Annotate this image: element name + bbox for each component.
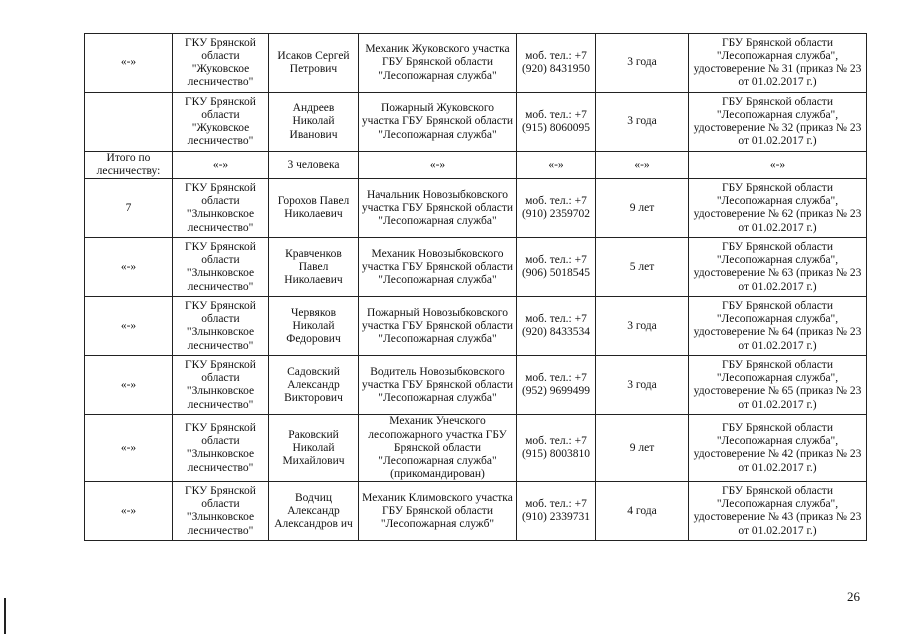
certificate-cell: «-» [689,152,867,179]
experience-cell: 9 лет [596,415,689,482]
phone-cell: моб. тел.: +7 (952) 9699499 [517,356,596,415]
position-cell: Водитель Новозыбковского участка ГБУ Брянской области "Лесопожарная служба" [359,356,517,415]
position-cell: Механик Новозыбковского участка ГБУ Брянской области "Лесопожарная служба" [359,238,517,297]
experience-cell: «-» [596,152,689,179]
table-row [85,356,867,415]
position-cell: Начальник Новозыбковского участка ГБУ Брянской области "Лесопожарная служба" [359,179,517,238]
table-row [85,93,867,152]
row-number-cell: «-» [85,34,173,93]
experience-cell: 3 года [596,34,689,93]
full-name-cell: Исаков Сергей Петрович [269,34,359,93]
experience-cell: 3 года [596,297,689,356]
phone-cell: моб. тел.: +7 (915) 8060095 [517,93,596,152]
experience-cell: 9 лет [596,179,689,238]
experience-cell: 3 года [596,356,689,415]
experience-cell: 5 лет [596,238,689,297]
staff-table [84,33,867,541]
full-name-cell: Раковский Николай Михайлович [269,415,359,482]
page-edge-mark [4,598,6,634]
phone-cell: «-» [517,152,596,179]
certificate-cell: ГБУ Брянской области "Лесопожарная служба", удостоверение № 65 (приказ № 23 от 01.02.2017 г.) [689,356,867,415]
total-row [85,152,867,179]
certificate-cell: ГБУ Брянской области "Лесопожарная служба", удостоверение № 32 (приказ № 23 от 01.02.2017 г.) [689,93,867,152]
phone-cell: моб. тел.: +7 (920) 8431950 [517,34,596,93]
full-name-cell: Кравченков Павел Николаевич [269,238,359,297]
certificate-cell: ГБУ Брянской области "Лесопожарная служба", удостоверение № 64 (приказ № 23 от 01.02.2017 г.) [689,297,867,356]
row-number-cell: Итого по лесничеству: [85,152,173,179]
table-row [85,34,867,93]
table-row [85,297,867,356]
position-cell: Пожарный Новозыбковского участка ГБУ Брянской области "Лесопожарная служба" [359,297,517,356]
phone-cell: моб. тел.: +7 (915) 8003810 [517,415,596,482]
table-row [85,482,867,541]
position-cell: «-» [359,152,517,179]
row-number-cell [85,93,173,152]
forestry-cell: ГКУ Брянской области "Злынковское лесничество" [173,356,269,415]
full-name-cell: Водчиц Александр Александров ич [269,482,359,541]
full-name-cell: 3 человека [269,152,359,179]
experience-cell: 4 года [596,482,689,541]
experience-cell: 3 года [596,93,689,152]
page-number: 26 [847,589,860,604]
forestry-cell: ГКУ Брянской области "Злынковское лесничество" [173,482,269,541]
row-number-cell: «-» [85,297,173,356]
row-number-cell: 7 [85,179,173,238]
forestry-cell: ГКУ Брянской области "Злынковское лесничество" [173,415,269,482]
full-name-cell: Горохов Павел Николаевич [269,179,359,238]
row-number-cell: «-» [85,356,173,415]
table-row [85,238,867,297]
full-name-cell: Червяков Николай Федорович [269,297,359,356]
row-number-cell: «-» [85,238,173,297]
position-cell: Механик Климовского участка ГБУ Брянской области "Лесопожарная служб" [359,482,517,541]
certificate-cell: ГБУ Брянской области "Лесопожарная служба", удостоверение № 42 (приказ № 23 от 01.02.2017 г.) [689,415,867,482]
forestry-cell: ГКУ Брянской области "Злынковское лесничество" [173,179,269,238]
table-row [85,415,867,482]
phone-cell: моб. тел.: +7 (906) 5018545 [517,238,596,297]
table-row [85,179,867,238]
forestry-cell: ГКУ Брянской области "Злынковское лесничество" [173,238,269,297]
forestry-cell: «-» [173,152,269,179]
phone-cell: моб. тел.: +7 (910) 2359702 [517,179,596,238]
forestry-cell: ГКУ Брянской области "Жуковское лесничество" [173,93,269,152]
position-cell: Механик Жуковского участка ГБУ Брянской области "Лесопожарная служба" [359,34,517,93]
full-name-cell: Андреев Николай Иванович [269,93,359,152]
certificate-cell: ГБУ Брянской области "Лесопожарная служба", удостоверение № 31 (приказ № 23 от 01.02.2017 г.) [689,34,867,93]
certificate-cell: ГБУ Брянской области "Лесопожарная служба", удостоверение № 63 (приказ № 23 от 01.02.2017 г.) [689,238,867,297]
forestry-cell: ГКУ Брянской области "Злынковское лесничество" [173,297,269,356]
staff-table-body [85,34,867,541]
phone-cell: моб. тел.: +7 (910) 2339731 [517,482,596,541]
certificate-cell: ГБУ Брянской области "Лесопожарная служба", удостоверение № 62 (приказ № 23 от 01.02.2017 г.) [689,179,867,238]
position-cell: Пожарный Жуковского участка ГБУ Брянской области "Лесопожарная служба" [359,93,517,152]
phone-cell: моб. тел.: +7 (920) 8433534 [517,297,596,356]
position-cell: Механик Унечского лесопожарного участка ГБУ Брянской области "Лесопожарная служба" (прикомандирован) [359,415,517,482]
certificate-cell: ГБУ Брянской области "Лесопожарная служба", удостоверение № 43 (приказ № 23 от 01.02.2017 г.) [689,482,867,541]
row-number-cell: «-» [85,415,173,482]
forestry-cell: ГКУ Брянской области "Жуковское лесничество" [173,34,269,93]
full-name-cell: Садовский Александр Викторович [269,356,359,415]
row-number-cell: «-» [85,482,173,541]
